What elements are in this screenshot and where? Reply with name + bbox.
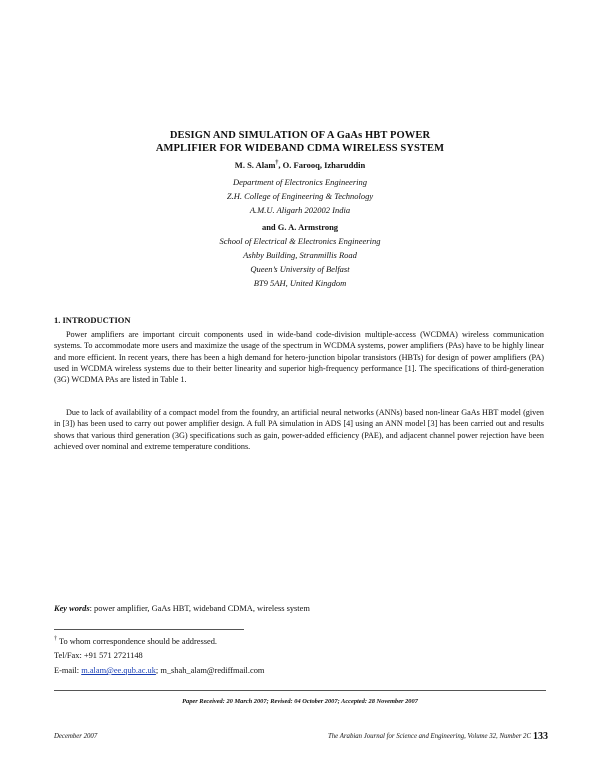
intro-paragraph-2: Due to lack of availability of a compact model from the foundry, an artificial neural networks (ANNs) based non-linear GaAs HBT model (given in [3]) has been used to carry out power amplifier design. A full PA simulation in ADS [4] using an ANN model [3] has been carried out and results shows that various third generation (3G) specifications such as gain, power-added efficiency (PAE), and adjacent channel power rejection have been achieved over nominal and extreme temperature conditions. <box>54 408 544 451</box>
paper-title-line-2: AMPLIFIER FOR WIDEBAND CDMA WIRELESS SYSTEM <box>155 143 445 154</box>
affiliation-2-line-1: School of Electrical & Electronics Engineering <box>219 236 381 246</box>
affiliation-1-line-3: A.M.U. Aligarh 202002 India <box>249 205 351 215</box>
footnote-correspondence <box>54 636 217 646</box>
affiliation-2-line-4: BT9 5AH, United Kingdom <box>253 278 347 288</box>
affiliation-1-line-2: Z.H. College of Engineering & Technology <box>226 191 374 201</box>
footnote-rule <box>54 629 244 630</box>
received-rule <box>54 690 546 691</box>
paper-received-dates: Paper Received: 20 March 2007; Revised: 04 October 2007; Accepted: 28 November 2007 <box>182 698 418 705</box>
footnote-dagger: † <box>54 636 57 642</box>
dagger-mark: † <box>275 160 279 167</box>
author-name-alam: M. S. Alam <box>234 160 276 170</box>
footer-journal: The Arabian Journal for Science and Engineering, Volume 32, Number 2C <box>327 733 531 740</box>
keywords-label: Key words <box>54 604 90 613</box>
page-number: 133 <box>533 731 548 742</box>
affiliation-2-line-3: Queen’s University of Belfast <box>250 264 350 274</box>
footer-date: December 2007 <box>54 733 98 740</box>
affiliation-2-line-2: Ashby Building, Stranmillis Road <box>243 250 357 260</box>
section-heading-introduction: 1. INTRODUCTION <box>54 315 131 325</box>
paper-title-line-1: DESIGN AND SIMULATION OF A GaAs HBT POWER <box>169 130 431 141</box>
keywords-colon: : <box>89 604 92 613</box>
author-line-2: and G. A. Armstrong <box>261 222 339 232</box>
footnote-email <box>54 666 264 675</box>
keywords-text: power amplifier, GaAs HBT, wideband CDMA, wireless system <box>91 604 310 613</box>
author-line-1 <box>0 160 600 170</box>
email-label: E-mail: <box>54 666 82 675</box>
email-link-qub[interactable]: m.alam@ee.qub.ac.uk <box>81 666 156 675</box>
footnote-tel: Tel/Fax: +91 571 2721148 <box>54 651 143 660</box>
affiliation-1-line-1: Department of Electronics Engineering <box>232 177 367 187</box>
footnote-correspondence-text: To whom correspondence should be addressed. <box>57 636 217 646</box>
keywords <box>54 604 310 613</box>
email-secondary: ; m_shah_alam@rediffmail.com <box>155 666 265 675</box>
author-names-rest: , O. Farooq, Izharuddin <box>278 160 366 170</box>
intro-paragraph-1: Power amplifiers are important circuit components used in wide-band code-division multiple-access (WCDMA) wireless communication systems. To accommodate more users and maximize the usage of the spectrum in WCDMA systems, power amplifiers (PAs) have to be highly linear and more efficient. In recent years, there has been a high demand for hetero-junction bipolar transistors (HBTs) for design of power amplifiers (PA) used in WCDMA wireless systems due to their better linearity and superior high-frequency performance [1]. The specifications of third-generation (3G) WCDMA PAs are listed in Table 1. <box>54 330 544 385</box>
